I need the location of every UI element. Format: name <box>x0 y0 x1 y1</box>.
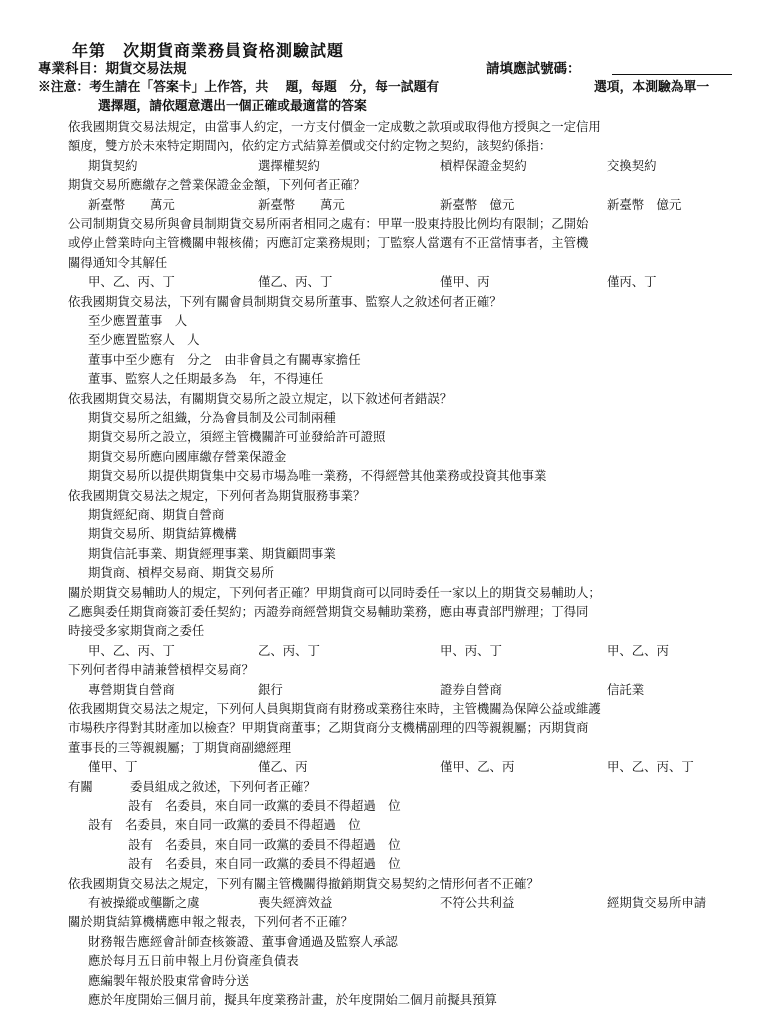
answer-option: 董事、監察人之任期最多為 年，不得連任 <box>88 371 324 387</box>
note-line-2: 選擇題，請依題意選出一個正確或最適當的答案 <box>98 99 367 114</box>
answer-option: 選擇權契約 <box>258 157 320 173</box>
answer-option: 應編製年報於股東常會時分送 <box>88 972 250 988</box>
answer-option: 期貨信託事業、期貨經理事業、期貨顧問事業 <box>88 545 336 561</box>
question-stem: 或停止營業時向主管機關申報核備；丙應訂定業務規則；丁監察人當選有不正當情事者，主管機 <box>68 235 589 251</box>
answer-option: 專營期貨自營商 <box>88 681 175 697</box>
answer-option: 槓桿保證金契約 <box>440 157 527 173</box>
question-stem: 依我國期貨交易法，下列有關會員制期貨交易所董事、監察人之敘述何者正確？ <box>68 293 502 309</box>
answer-option: 應於每月五日前申報上月份資產負債表 <box>88 953 299 969</box>
question-stem: 下列何者得申請兼營槓桿交易商？ <box>68 662 254 678</box>
answer-option: 僅乙、丙 <box>258 759 308 775</box>
subject-label: 專業科目：期貨交易法規 <box>38 61 187 77</box>
answer-option: 設有 名委員，來自同一政黨的委員不得超過 位 <box>128 856 401 872</box>
answer-option: 僅甲、丁 <box>88 759 138 775</box>
question-stem: 關於期貨交易輔助人的規定，下列何者正確？甲期貨商可以同時委任一家以上的期貨交易輔助人； <box>68 584 601 600</box>
answer-option: 僅甲、乙、丙 <box>440 759 515 775</box>
answer-option: 期貨交易所、期貨結算機構 <box>88 526 237 542</box>
note-line-1: ※注意：考生請在「答案卡」上作答，共 題，每題 分，每一試題有 <box>38 80 440 95</box>
answer-option: 僅乙、丙、丁 <box>258 274 333 290</box>
question-stem: 期貨交易所應繳存之營業保證金金額，下列何者正確？ <box>68 177 366 193</box>
answer-option: 銀行 <box>258 681 283 697</box>
answer-option: 證券自營商 <box>440 681 502 697</box>
question-stem: 董事長的三等親親屬；丁期貨商副總經理 <box>68 739 292 755</box>
answer-option: 經期貨交易所申請 <box>607 895 707 910</box>
answer-option: 新臺幣 億元 <box>440 196 515 212</box>
answer-option: 甲、乙、丙、丁 <box>607 759 694 775</box>
answer-option: 喪失經濟效益 <box>258 895 333 910</box>
answer-option: 交換契約 <box>607 157 657 173</box>
answer-option: 甲、乙、丙 <box>607 642 669 658</box>
question-stem: 時接受多家期貨商之委任 <box>68 623 205 639</box>
question-stem: 乙應與委任期貨商簽訂委任契約；丙證券商經營期貨交易輔助業務，應由專責部門辦理；丁得同 <box>68 604 589 619</box>
answer-option: 信託業 <box>607 681 645 697</box>
question-stem: 依我國期貨交易法之規定，下列何者為期貨服務事業？ <box>68 487 366 503</box>
answer-option: 僅甲、丙 <box>440 274 490 290</box>
exam-title: 年第 次期貨商業務員資格測驗試題 <box>72 41 345 60</box>
answer-option: 期貨商、槓桿交易商、期貨交易所 <box>88 565 274 581</box>
answer-option: 新臺幣 億元 <box>607 196 682 212</box>
answer-option: 甲、丙、丁 <box>440 642 502 658</box>
answer-option: 設有 名委員，來自同一政黨的委員不得超過 位 <box>128 836 401 852</box>
answer-option: 甲、乙、丙、丁 <box>88 642 175 658</box>
answer-option: 設有 名委員，來自同一政黨的委員不得超過 位 <box>128 798 401 813</box>
answer-option: 設有 名委員，來自同一政黨的委員不得超過 位 <box>88 817 361 833</box>
answer-option: 期貨交易所之組織，分為會員制及公司制兩種 <box>88 410 336 425</box>
note-line-1-tail: 選項，本測驗為單一 <box>594 80 710 95</box>
question-stem: 額度，雙方於未來特定期間內，依約定方式結算差價或交付約定物之契約，該契約係指： <box>68 138 552 154</box>
answer-option: 期貨交易所之設立，須經主管機關許可並發給許可證照 <box>88 429 386 445</box>
exam-number-field[interactable] <box>612 74 732 75</box>
question-stem: 依我國期貨交易法之規定，下列有關主管機關得撤銷期貨交易契約之情形何者不正確？ <box>68 875 539 891</box>
answer-option: 財務報告應經會計師查核簽證、董事會通過及監察人承認 <box>88 933 398 949</box>
exam-number-label: 請填應試號碼： <box>486 61 581 77</box>
answer-option: 新臺幣 萬元 <box>88 196 175 212</box>
question-stem: 依我國期貨交易法之規定，下列何人員與期貨商有財務或業務往來時，主管機關為保障公益或維護 <box>68 701 601 716</box>
question-stem: 有關 委員組成之敘述，下列何者正確？ <box>68 778 316 794</box>
answer-option: 僅丙、丁 <box>607 274 657 290</box>
answer-option: 至少應置監察人 人 <box>88 332 200 348</box>
answer-option: 有被操縱或壟斷之虞 <box>88 895 200 910</box>
answer-option: 不符公共利益 <box>440 895 515 910</box>
answer-option: 甲、乙、丙、丁 <box>88 274 175 290</box>
answer-option: 新臺幣 萬元 <box>258 196 345 212</box>
question-stem: 公司制期貨交易所與會員制期貨交易所兩者相同之處有：甲單一股東持股比例均有限制；乙開始 <box>68 216 589 231</box>
answer-option: 乙、丙、丁 <box>258 642 320 658</box>
answer-option: 期貨交易所應向國庫繳存營業保證金 <box>88 448 287 464</box>
answer-option: 期貨契約 <box>88 157 138 173</box>
answer-option: 應於年度開始三個月前，擬具年度業務計畫，於年度開始二個月前擬具預算 <box>88 992 497 1007</box>
answer-option: 期貨交易所以提供期貨集中交易市場為唯一業務，不得經營其他業務或投資其他事業 <box>88 468 547 484</box>
question-stem: 關於期貨結算機構應申報之報表，下列何者不正確？ <box>68 914 353 930</box>
answer-option: 期貨經紀商、期貨自營商 <box>88 507 225 522</box>
question-stem: 依我國期貨交易法規定，由當事人約定，一方支付價金一定成數之款項或取得他方授與之一定信用 <box>68 119 601 134</box>
question-stem: 關得通知令其解任 <box>68 254 168 270</box>
answer-option: 至少應置董事 人 <box>88 313 188 328</box>
question-stem: 依我國期貨交易法，有關期貨交易所之設立規定，以下敘述何者錯誤？ <box>68 390 453 406</box>
question-stem: 市場秩序得對其財產加以檢查？甲期貨商董事；乙期貨商分支機構副理的四等親親屬；丙期貨商 <box>68 720 589 736</box>
answer-option: 董事中至少應有 分之 由非會員之有關專家擔任 <box>88 351 361 367</box>
